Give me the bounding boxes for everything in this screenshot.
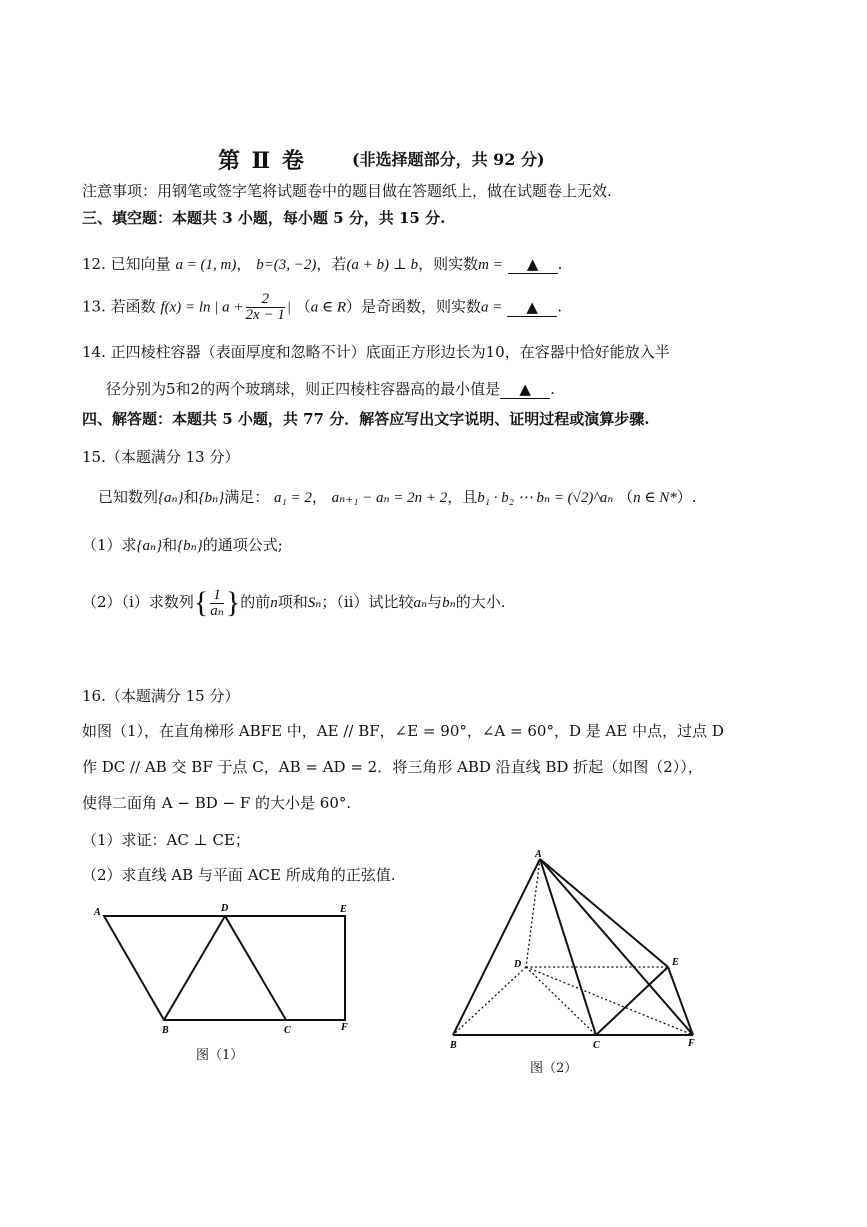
fig1-segment-db xyxy=(164,916,225,1020)
q13-domain: a ∈ R xyxy=(310,299,347,316)
q15-text-5: ）. xyxy=(676,488,697,506)
q12-answer-blank: ▲ xyxy=(508,255,558,274)
q15-fraction-numerator: 1 xyxy=(210,588,224,604)
q12-text-2: ，若 xyxy=(316,255,347,273)
q13-answer-blank: ▲ xyxy=(507,298,557,317)
figure-2-pyramid xyxy=(440,845,710,1050)
q15-statement: 已知数列{aₙ}和{bₙ}满足： a₁ = 2， aₙ₊₁ − aₙ = 2n + 2，且b₁ · b₂ ⋯ bₙ = (√2)^aₙ （n ∈ N*）. xyxy=(98,488,697,506)
q12-vector-b: b=(3, −2) xyxy=(256,257,317,273)
q15-part-1 xyxy=(82,534,283,555)
q15-cond-2: aₙ₊₁ − aₙ = 2n + 2 xyxy=(331,490,448,506)
q13-function-lhs: f(x) = ln | a + xyxy=(160,299,244,316)
question-14-line-2 xyxy=(106,378,555,399)
fig1-outline xyxy=(104,916,345,1020)
q15-seq-b: {bₙ} xyxy=(198,490,225,506)
q15-cond-1: a₁ = 2 xyxy=(273,490,312,506)
q15-p2-text-1: （2）（i）求数列 xyxy=(82,593,194,611)
q15-heading: 15.（本题满分 13 分） xyxy=(82,448,240,466)
q14-number: 14. xyxy=(82,343,106,361)
fig2-edge-af xyxy=(540,859,693,1035)
q15-right-brace: } xyxy=(225,586,241,619)
fig1-label-b: B xyxy=(162,1025,169,1036)
q15-and: 和 xyxy=(183,488,199,506)
q13-end: . xyxy=(557,297,562,316)
q15-text-2: 满足： xyxy=(224,488,270,506)
fig1-label-f: F xyxy=(341,1022,348,1033)
q16-part-1: （1）求证：AC ⊥ CE； xyxy=(82,831,250,849)
q13-text-3: ）是奇函数，则实数 xyxy=(346,297,482,316)
q14-end: . xyxy=(550,380,555,398)
q13-fraction-denominator: 2x − 1 xyxy=(245,307,285,323)
q15-text-4: （ xyxy=(618,488,634,506)
q15-text-3: ，且 xyxy=(447,488,478,506)
fig2-label-d: D xyxy=(514,959,522,970)
q13-abs-bar: | xyxy=(286,299,291,316)
q15-seq-a: {aₙ} xyxy=(158,490,184,506)
question-13 xyxy=(82,292,562,323)
q15-text-1: 已知数列 xyxy=(98,488,159,506)
q12-text-1: 已知向量 xyxy=(110,255,171,273)
q15-p2-text-5: 与 xyxy=(427,593,443,611)
q14-text-2: 径分别为5和2的两个玻璃球，则正四棱柱容器高的最小值是 xyxy=(106,380,501,398)
q15-p2-text-4: ；（ii）试比较 xyxy=(321,593,414,611)
q15-p2-an: aₙ xyxy=(413,595,428,611)
q15-p2-bn: bₙ xyxy=(442,595,456,611)
section-4-heading: 四、解答题：本题共 5 小题，共 77 分．解答应写出文字说明、证明过程或演算步骤. xyxy=(82,410,650,428)
q16-line-3: 使得二面角 A − BD − F 的大小是 60°. xyxy=(82,794,352,812)
q12-condition: (a + b) ⊥ b xyxy=(346,257,419,273)
q12-sep: ， xyxy=(236,255,252,273)
fig2-label-e: E xyxy=(672,957,679,968)
q13-text-2: （ xyxy=(295,297,311,316)
fig1-caption: 图（1） xyxy=(196,1048,244,1063)
fig2-edge-db-hidden xyxy=(453,967,526,1035)
q15-cond-4: n ∈ N* xyxy=(633,490,677,506)
fig1-segment-dc xyxy=(225,916,286,1020)
fig1-label-e: E xyxy=(340,904,347,915)
q15-p2-text-2: 的前 xyxy=(240,593,271,611)
q15-p1-seq-b: {bₙ} xyxy=(177,538,203,554)
q15-p1-and: 和 xyxy=(162,536,178,554)
fig2-caption: 图（2） xyxy=(530,1061,578,1076)
q13-variable: a = xyxy=(481,299,503,316)
q16-line-2: 作 DC // AB 交 BF 于点 C，AB = AD = 2．将三角形 ABD 沿直线 BD 折起（如图（2））， xyxy=(82,758,703,776)
q12-number: 12. xyxy=(82,255,106,273)
fig2-label-b: B xyxy=(450,1040,457,1050)
q15-p1-text-2: 的通项公式; xyxy=(202,536,283,554)
q13-fraction xyxy=(246,292,285,323)
page-title: 第 Ⅱ 卷 xyxy=(218,148,306,174)
q14-text-1: 正四棱柱容器（表面厚度和忽略不计）底面正方形边长为10，在容器中恰好能放入半 xyxy=(110,343,670,361)
q15-cond-3: b₁ · b₂ ⋯ bₙ = (√2)^aₙ xyxy=(477,490,614,506)
q12-vector-a: a = (1, m) xyxy=(175,257,237,273)
q15-left-brace: { xyxy=(193,586,209,619)
fig2-edge-ab xyxy=(453,859,540,1035)
q12-text-3: ，则实数 xyxy=(418,255,479,273)
page-subtitle: (非选择题部分，共 92 分) xyxy=(352,150,545,169)
fig1-label-d: D xyxy=(221,903,229,914)
fig2-edge-ae xyxy=(540,859,668,967)
fig2-label-f: F xyxy=(688,1038,695,1049)
q15-fraction-denominator: aₙ xyxy=(210,602,224,619)
q16-heading: 16.（本题满分 15 分） xyxy=(82,687,240,705)
q13-text-1: 若函数 xyxy=(110,297,156,316)
q16-line-1: 如图（1），在直角梯形 ABFE 中，AE // BF，∠E = 90°，∠A = 60°，D 是 AE 中点，过点 D xyxy=(82,722,724,740)
fig1-label-c: C xyxy=(284,1025,291,1036)
q12-end: . xyxy=(557,255,563,273)
q16-part-2: （2）求直线 AB 与平面 ACE 所成角的正弦值. xyxy=(82,866,396,884)
question-14-line-1 xyxy=(82,341,670,362)
q15-p2-text-6: 的大小. xyxy=(455,593,506,611)
q14-answer-blank: ▲ xyxy=(500,380,550,399)
q13-number: 13. xyxy=(82,297,106,316)
q15-fraction xyxy=(210,588,224,619)
q15-part-2 xyxy=(82,586,505,620)
question-12 xyxy=(82,253,562,274)
q15-p2-n: n xyxy=(270,595,278,611)
fig2-edge-ef xyxy=(668,967,693,1035)
fig2-edge-df-hidden xyxy=(526,967,693,1035)
notice-text: 注意事项：用钢笔或签字笔将试题卷中的题目做在答题纸上，做在试题卷上无效. xyxy=(82,182,612,200)
fig1-label-a: A xyxy=(94,907,101,918)
fig2-label-c: C xyxy=(593,1040,600,1050)
q13-fraction-numerator: 2 xyxy=(246,292,285,308)
q15-p1-text-1: （1）求 xyxy=(82,536,137,554)
fig2-edge-ce xyxy=(596,967,668,1035)
q15-p2-s: Sₙ xyxy=(307,595,322,611)
q12-variable: m = xyxy=(478,257,503,273)
fig2-label-a: A xyxy=(535,849,542,860)
q15-p2-text-3: 项和 xyxy=(277,593,308,611)
q15-p1-seq-a: {aₙ} xyxy=(136,538,163,554)
section-3-heading: 三、填空题：本题共 3 小题，每小题 5 分，共 15 分. xyxy=(82,209,446,227)
